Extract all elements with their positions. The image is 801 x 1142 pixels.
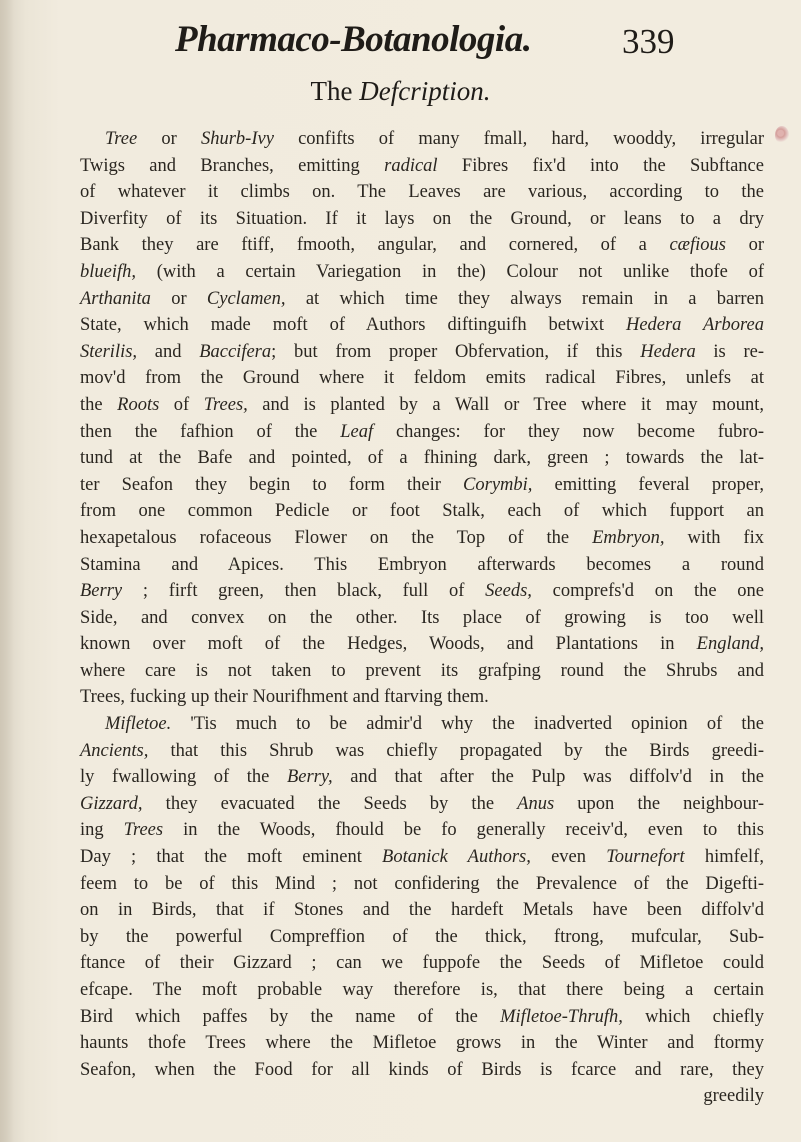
italic-run: Hedera Arborea <box>625 315 765 336</box>
text-run: or <box>726 235 764 256</box>
text-run: that this Shrub was chiefly propagated by the Birds greedi- <box>148 740 764 761</box>
text-line <box>80 1004 764 1031</box>
italic-run: Cyclamen, <box>206 288 286 309</box>
text-run: tund at the Bafe and pointed, of a fhining dark, green ; towards the lat- <box>80 448 764 469</box>
text-line <box>80 552 764 579</box>
text-run: Side, and convex on the other. Its place of growing is too well <box>80 607 764 628</box>
text-line <box>80 126 764 153</box>
text-run: haunts thofe Trees where the Mifletoe grows in the Winter and ftormy <box>80 1033 764 1054</box>
text-line <box>80 684 764 711</box>
text-run: feem to be of this Mind ; not confidering the Prevalence of the Digefti- <box>80 873 764 894</box>
italic-run: blueifh, <box>80 261 137 282</box>
text-run: even <box>530 847 607 868</box>
text-run: ing <box>80 820 124 841</box>
section-heading-title: Defcription. <box>359 76 491 106</box>
text-line <box>80 525 764 552</box>
italic-run: Berry, <box>286 767 333 788</box>
text-line <box>80 312 764 339</box>
text-line <box>80 1057 764 1084</box>
italic-run: Botanick Authors, <box>382 847 531 868</box>
text-line <box>80 897 764 924</box>
text-run: from one common Pedicle or foot Stalk, each of which fupport an <box>80 501 764 522</box>
text-run: confifts of many fmall, hard, wooddy, irregular <box>273 129 764 149</box>
italic-run: Tree <box>105 129 138 149</box>
ink-stain-mark <box>775 126 789 144</box>
text-line <box>80 419 764 446</box>
text-run: then the fafhion of the <box>80 421 341 442</box>
text-line <box>80 179 764 206</box>
page-number: 339 <box>622 22 675 61</box>
italic-run: Sterilis, <box>80 341 138 362</box>
text-run: ; firft green, then black, full of <box>122 581 486 602</box>
text-run: Bank they are ftiff, fmooth, angular, and cornered, of a <box>80 235 670 256</box>
text-line <box>80 711 764 738</box>
text-line <box>80 844 764 871</box>
text-run: changes: for they now become fubro- <box>373 421 764 442</box>
page-header <box>0 12 801 68</box>
italic-run: England, <box>696 634 764 655</box>
text-run: or <box>137 129 201 149</box>
text-run: with fix <box>664 527 764 548</box>
italic-run: Embryon, <box>592 527 665 548</box>
text-run: ; but from proper Obfervation, if this <box>271 341 641 362</box>
text-run: known over moft of the Hedges, Woods, and Plantations in <box>80 634 697 655</box>
text-line <box>80 738 764 765</box>
text-run: State, which made moft of Authors diftinguifh betwixt <box>80 315 626 336</box>
text-line <box>80 950 764 977</box>
text-line <box>80 791 764 818</box>
text-run: emitting feveral proper, <box>532 474 764 495</box>
text-run: on in Birds, that if Stones and the hardeft Metals have been diffolv'd <box>80 900 764 921</box>
italic-run: Berry <box>80 581 123 602</box>
text-line <box>80 578 764 605</box>
text-run: Diverfity of its Situation. If it lays on the Ground, or leans to a dry <box>80 208 764 229</box>
text-line <box>80 232 764 259</box>
text-run: in the Woods, fhould be fo generally receiv'd, even to this <box>163 820 764 841</box>
italic-run: Mifletoe. <box>105 714 172 735</box>
italic-run: Roots <box>117 394 160 415</box>
text-line <box>80 445 764 472</box>
text-run: and is planted by a Wall or Tree where it may mount, <box>247 394 764 415</box>
section-heading-prefix: The <box>310 76 360 106</box>
text-run: upon the neighbour- <box>554 793 764 814</box>
gutter-shadow <box>0 0 14 1142</box>
text-run: Bird which paffes by the name of the <box>80 1006 501 1027</box>
italic-run: Seeds, <box>485 581 532 602</box>
italic-run: cæfious <box>669 235 726 256</box>
text-run: and that after the Pulp was diffolv'd in the <box>332 767 764 788</box>
text-run: of <box>159 394 204 415</box>
text-run: they evacuated the Seeds by the <box>142 793 518 814</box>
text-line <box>80 1083 764 1110</box>
text-run: (with a certain Variegation in the) Colour not unlike thofe of <box>136 261 764 282</box>
italic-run: Leaf <box>340 421 374 442</box>
italic-run: Mifletoe-Thrufh, <box>500 1006 623 1027</box>
text-line <box>80 1030 764 1057</box>
text-run: the <box>80 394 118 415</box>
text-run: and <box>137 341 200 362</box>
text-line <box>80 286 764 313</box>
text-line <box>80 498 764 525</box>
text-run: at which time they always remain in a barren <box>285 288 764 309</box>
text-run: efcape. The moft probable way therefore is, that there being a certain <box>80 980 764 1000</box>
italic-run: Anus <box>517 793 555 814</box>
italic-run: Gizzard, <box>80 793 143 814</box>
text-line <box>80 871 764 898</box>
text-run: by the powerful Compreffion of the thick, ftrong, mufcular, Sub- <box>80 926 764 947</box>
running-title: Pharmaco-Botanologia. <box>175 19 532 60</box>
italic-run: Trees <box>123 820 164 841</box>
text-line <box>80 206 764 233</box>
text-run: himfelf, <box>684 847 764 868</box>
text-line <box>80 764 764 791</box>
text-run: Twigs and Branches, emitting <box>80 155 385 176</box>
text-run: Seafon, when the Food for all kinds of Birds is fcarce and rare, they <box>80 1059 764 1080</box>
italic-run: radical <box>384 155 438 176</box>
text-run: or <box>150 288 207 309</box>
text-line <box>80 472 764 499</box>
text-run: Fibres fix'd into the Subftance <box>437 155 764 176</box>
italic-run: Corymbi, <box>463 474 533 495</box>
text-line <box>80 259 764 286</box>
text-run: hexapetalous rofaceous Flower on the Top of the <box>80 527 593 548</box>
text-run: ftance of their Gizzard ; can we fuppofe the Seeds of Mifletoe could <box>80 953 764 974</box>
text-line <box>80 339 764 366</box>
text-run: Stamina and Apices. This Embryon afterwards becomes a round <box>80 554 764 575</box>
text-run: ter Seafon they begin to form their <box>80 474 464 495</box>
text-line <box>80 392 764 419</box>
text-run: Trees, fucking up their Nourifhment and ftarving them. <box>80 687 489 708</box>
text-run: ly fwallowing of the <box>80 767 287 788</box>
text-run: Day ; that the moft eminent <box>80 847 383 868</box>
italic-run: Shurb-Ivy <box>200 129 274 149</box>
text-line <box>80 153 764 180</box>
text-line <box>80 365 764 392</box>
section-heading <box>0 76 801 107</box>
italic-run: Ancients, <box>80 740 149 761</box>
italic-run: Arthanita <box>80 288 151 309</box>
text-run: where care is not taken to prevent its grafping round the Shrubs and <box>80 660 764 681</box>
text-run: mov'd from the Ground where it feldom emits radical Fibres, unlefs at <box>80 368 764 389</box>
text-line <box>80 631 764 658</box>
text-line <box>80 658 764 685</box>
text-run: greedily <box>703 1086 764 1107</box>
text-line <box>80 817 764 844</box>
text-run: which chiefly <box>622 1006 765 1027</box>
italic-run: Tournefort <box>606 847 685 868</box>
text-line <box>80 605 764 632</box>
text-line <box>80 977 764 1004</box>
text-run: is re- <box>695 341 765 362</box>
text-run: of whatever it climbs on. The Leaves are various, according to the <box>80 182 764 203</box>
text-run: 'Tis much to be admir'd why the inadverted opinion of the <box>171 714 764 735</box>
text-run: comprefs'd on the one <box>531 581 764 602</box>
text-line <box>80 924 764 951</box>
italic-run: Hedera <box>640 341 696 362</box>
italic-run: Trees, <box>203 394 248 415</box>
italic-run: Baccifera <box>199 341 272 362</box>
body-text <box>80 126 764 1110</box>
